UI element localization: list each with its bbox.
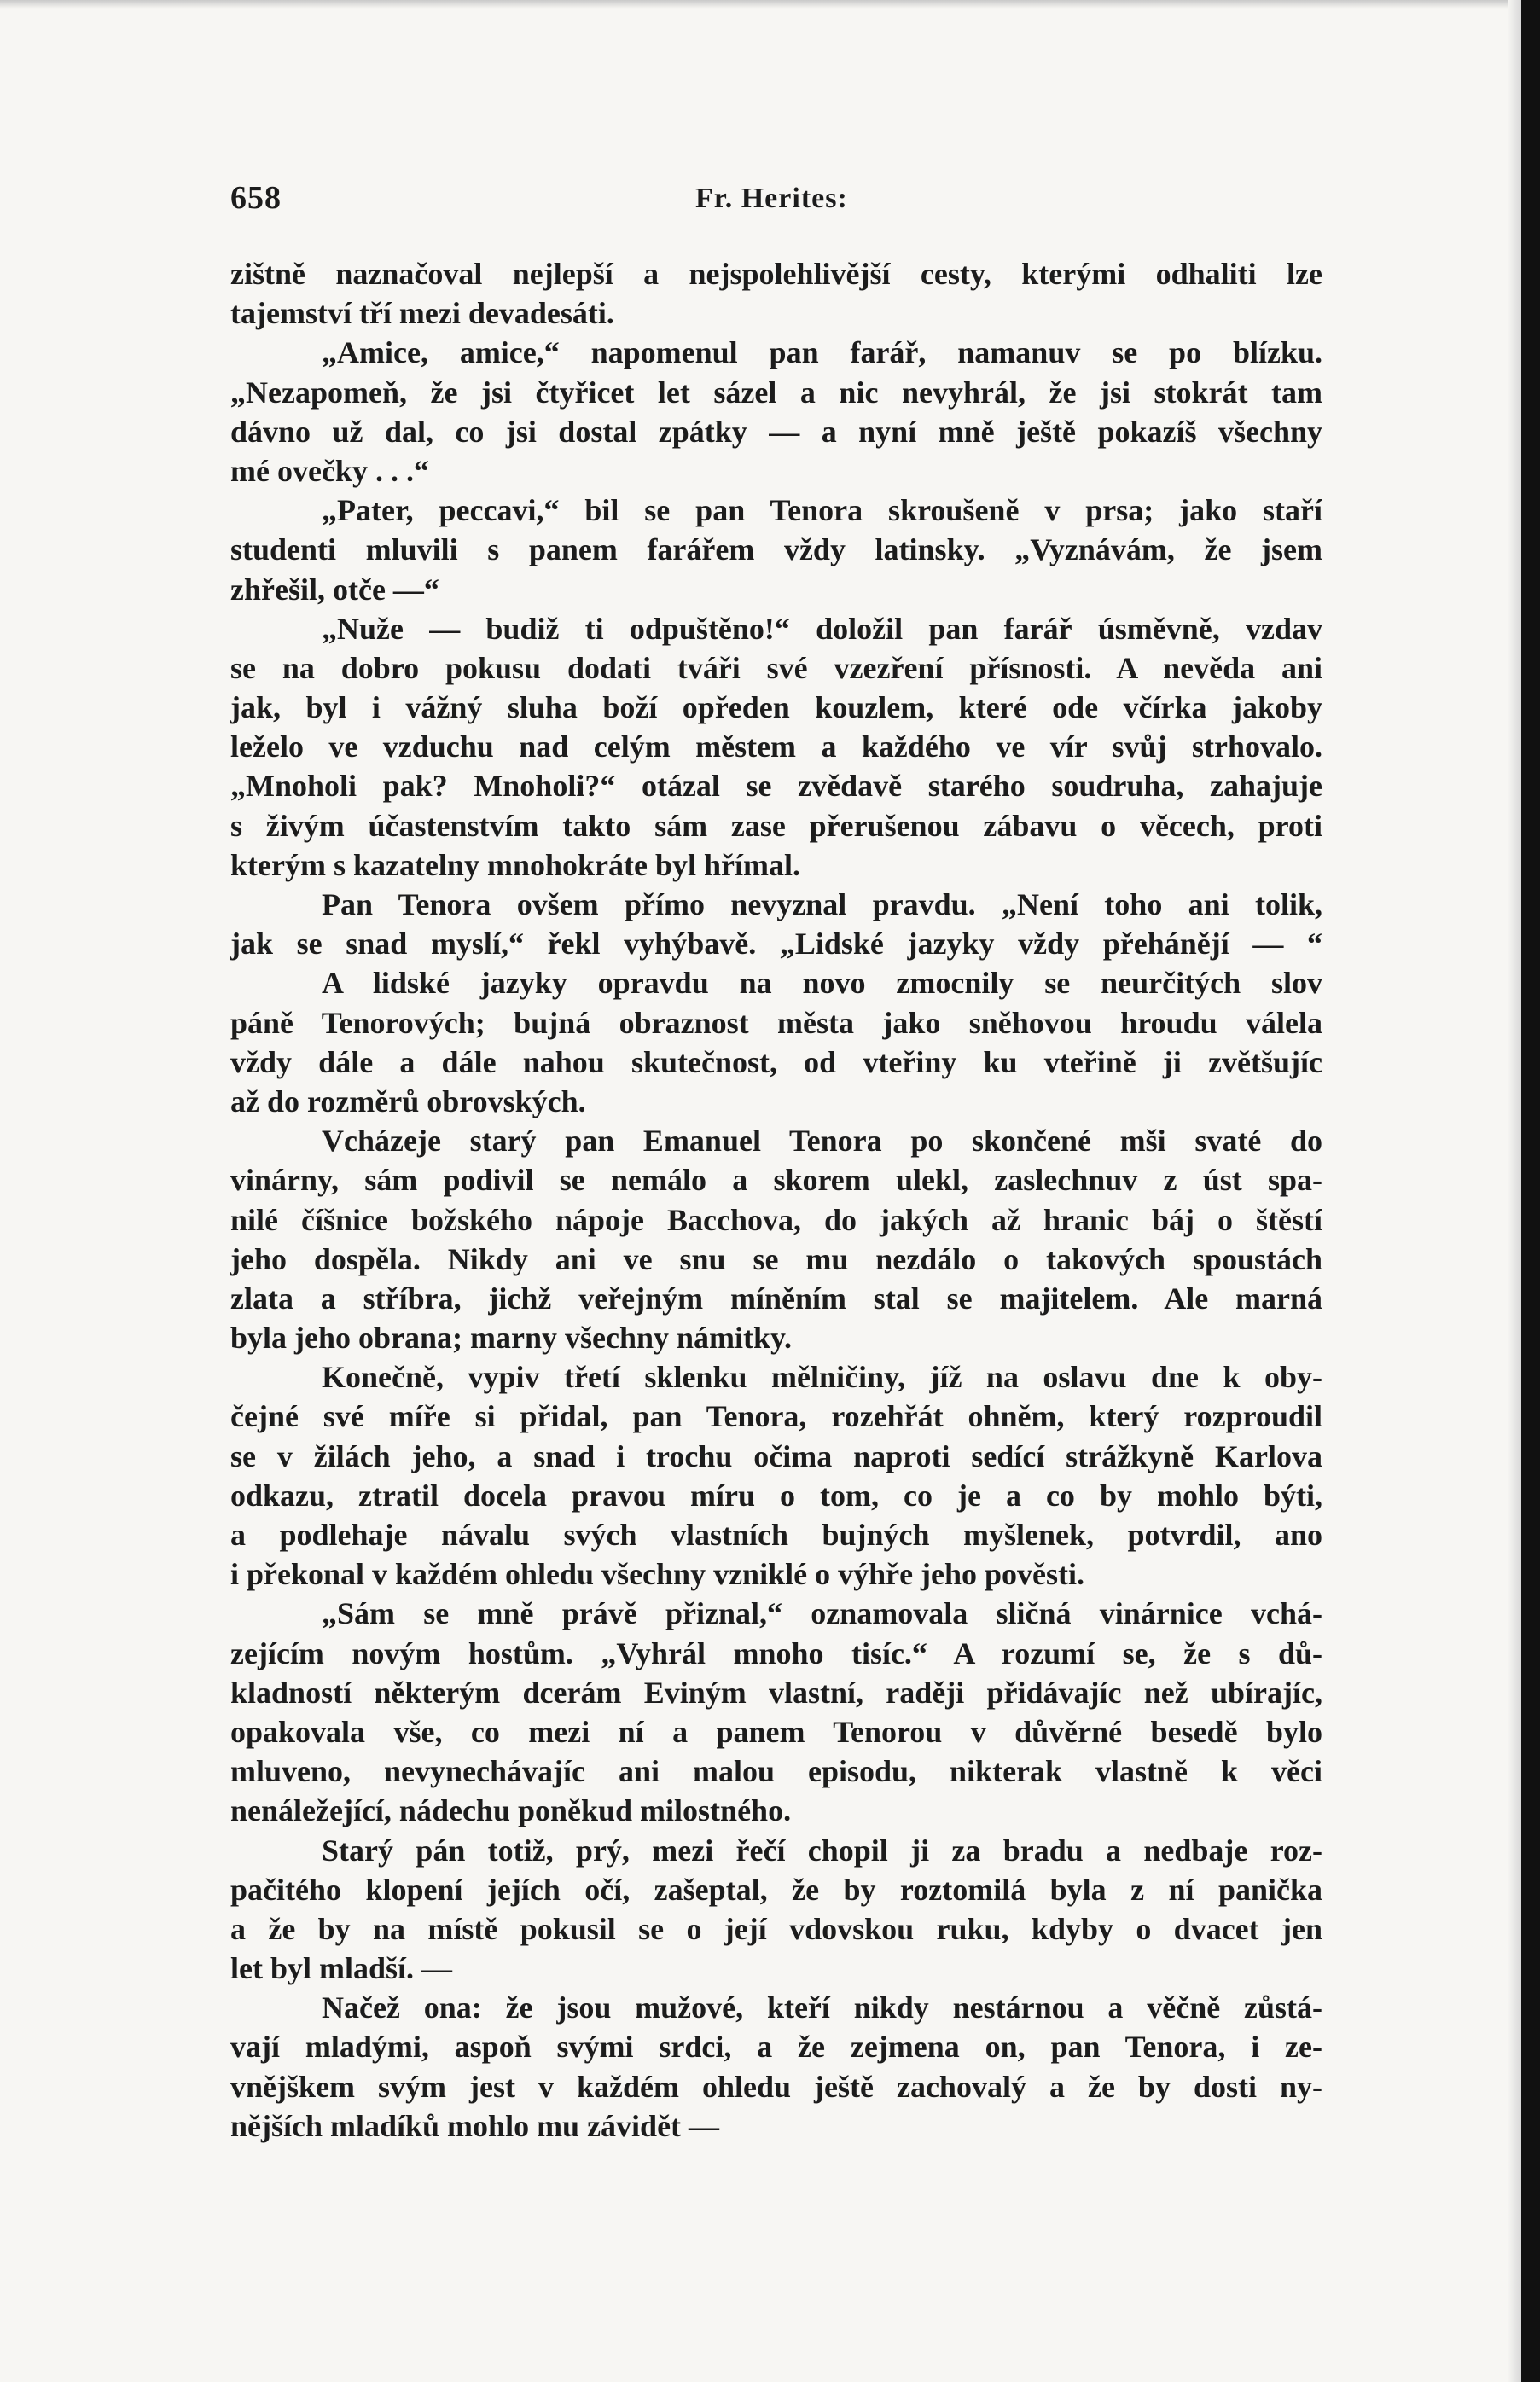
text-line: jak, byl i vážný sluha boží opředen kouzlem, které ode včírka jakoby	[230, 690, 1322, 725]
text-line: mé ovečky . . .“	[230, 453, 429, 488]
text-line: a že by na místě pokusil se o její vdovskou ruku, kdyby o dvacet jen	[230, 1911, 1322, 1946]
scan-right-border	[1521, 0, 1540, 2382]
text-line: jeho dospěla. Nikdy ani ve snu se mu nezdálo o takových spoustách	[230, 1241, 1322, 1276]
text-line: „Nuže — budiž ti odpuštěno!“ doložil pan farář úsměvně, vzdav	[322, 611, 1322, 646]
text-line: nějších mladíků mohlo mu závidět —	[230, 2108, 720, 2143]
text-line: a podlehaje návalu svých vlastních bujných myšlenek, potvrdil, ano	[230, 1518, 1322, 1552]
text-line: „Pater, peccavi,“ bil se pan Tenora skroušeně v prsa; jako staří	[322, 493, 1322, 528]
text-line: kladností některým dcerám Eviným vlastní, raději přidávajíc než ubírajíc,	[230, 1675, 1322, 1710]
text-line: vždy dále a dále nahou skutečnost, od vteřiny ku vteřině ji zvětšujíc	[230, 1044, 1322, 1079]
text-line: mluveno, nevynechávajíc ani malou episodu, nikterak vlastně k věci	[230, 1754, 1322, 1789]
text-line: zištně naznačoval nejlepší a nejspolehlivější cesty, kterými odhaliti lze	[230, 257, 1322, 291]
text-line: Pan Tenora ovšem přímo nevyznal pravdu. „Není toho ani tolik,	[322, 887, 1322, 921]
text-line: Vcházeje starý pan Emanuel Tenora po skončené mši svaté do	[322, 1124, 1322, 1159]
text-line: vnějškem svým jest v každém ohledu ještě zachovalý a že by dosti ny-	[230, 2069, 1322, 2104]
text-line: vají mladými, aspoň svými srdci, a že zejmena on, pan Tenora, i ze-	[230, 2030, 1322, 2065]
text-line: nenáležející, nádechu poněkud milostného.	[230, 1793, 792, 1828]
text-line: i překonal v každém ohledu všechny vzniklé o výhře jeho pověsti.	[230, 1557, 1085, 1592]
text-line: zhřešil, otče —“	[230, 572, 439, 607]
text-line: odkazu, ztratil docela pravou míru o tom, co je a co by mohlo býti,	[230, 1478, 1322, 1513]
scan-top-edge	[0, 0, 1521, 9]
text-line: se na dobro pokusu dodati tváři své vzezření přísnosti. A nevěda ani	[230, 650, 1322, 685]
text-line: „Nezapomeň, že jsi čtyřicet let sázel a nic nevyhrál, že jsi stokrát tam	[230, 375, 1322, 410]
text-line: čejné své míře si přidal, pan Tenora, rozehřát ohněm, který rozproudil	[230, 1399, 1322, 1434]
text-line: studenti mluvili s panem farářem vždy latinsky. „Vyznávám, že jsem	[230, 532, 1322, 567]
text-line: Načež ona: že jsou mužové, kteří nikdy nestárnou a věčně zůstá-	[322, 1990, 1322, 2025]
running-head	[230, 179, 1322, 222]
text-line: pačitého klopení jejích očí, zašeptal, že by roztomilá byla z ní panička	[230, 1872, 1322, 1907]
text-line: kterým s kazatelny mnohokráte byl hřímal.	[230, 847, 800, 882]
text-line: tajemství tří mezi devadesáti.	[230, 296, 614, 331]
text-line: A lidské jazyky opravdu na novo zmocnily se neurčitých slov	[322, 966, 1322, 1001]
text-line: let byl mladší. —	[230, 1951, 453, 1986]
text-line: leželo ve vzduchu nad celým městem a každého ve vír svůj strhovalo.	[230, 729, 1322, 764]
scan-right-shadow	[1508, 0, 1521, 2382]
text-line: až do rozměrů obrovských.	[230, 1084, 586, 1118]
page-number: 658	[230, 180, 282, 216]
text-line: jak se snad myslí,“ řekl vyhýbavě. „Lidské jazyky vždy přehánějí — “	[230, 927, 1322, 962]
text-line: opakovala vše, co mezi ní a panem Tenorou v důvěrné besedě bylo	[230, 1714, 1322, 1749]
text-line: zlata a stříbra, jichž veřejným míněním stal se majitelem. Ale marná	[230, 1281, 1322, 1316]
text-line: zejícím novým hostům. „Vyhrál mnoho tisíc.“ A rozumí se, že s dů-	[230, 1635, 1322, 1670]
text-line: páně Tenorových; bujná obraznost města jako sněhovou hroudu válela	[230, 1005, 1322, 1040]
text-line: „Mnoholi pak? Mnoholi?“ otázal se zvědavě starého soudruha, zahajuje	[230, 769, 1322, 804]
text-line: se v žilách jeho, a snad i trochu očima naproti sedící strážkyně Karlova	[230, 1438, 1322, 1473]
text-line: „Amice, amice,“ napomenul pan farář, namanuv se po blízku.	[322, 335, 1322, 370]
text-line: dávno už dal, co jsi dostal zpátky — a nyní mně ještě pokazíš všechny	[230, 414, 1322, 449]
text-body	[230, 254, 1322, 2146]
author-heading: Fr. Herites:	[695, 183, 848, 214]
text-line: s živým účastenstvím takto sám zase přerušenou zábavu o věcech, proti	[230, 808, 1322, 843]
text-line: byla jeho obrana; marny všechny námitky.	[230, 1321, 793, 1356]
text-line: vinárny, sám podivil se nemálo a skorem ulekl, zaslechnuv z úst spa-	[230, 1163, 1322, 1198]
text-line: Konečně, vypiv třetí sklenku mělničiny, jíž na oslavu dne k oby-	[322, 1360, 1322, 1395]
text-line: „Sám se mně právě přiznal,“ oznamovala sličná vinárnice vchá-	[322, 1596, 1322, 1631]
text-line: nilé číšnice božského nápoje Bacchova, do jakých až hranic báj o štěstí	[230, 1202, 1322, 1237]
text-line: Starý pán totiž, prý, mezi řečí chopil ji za bradu a nedbaje roz-	[322, 1833, 1322, 1868]
